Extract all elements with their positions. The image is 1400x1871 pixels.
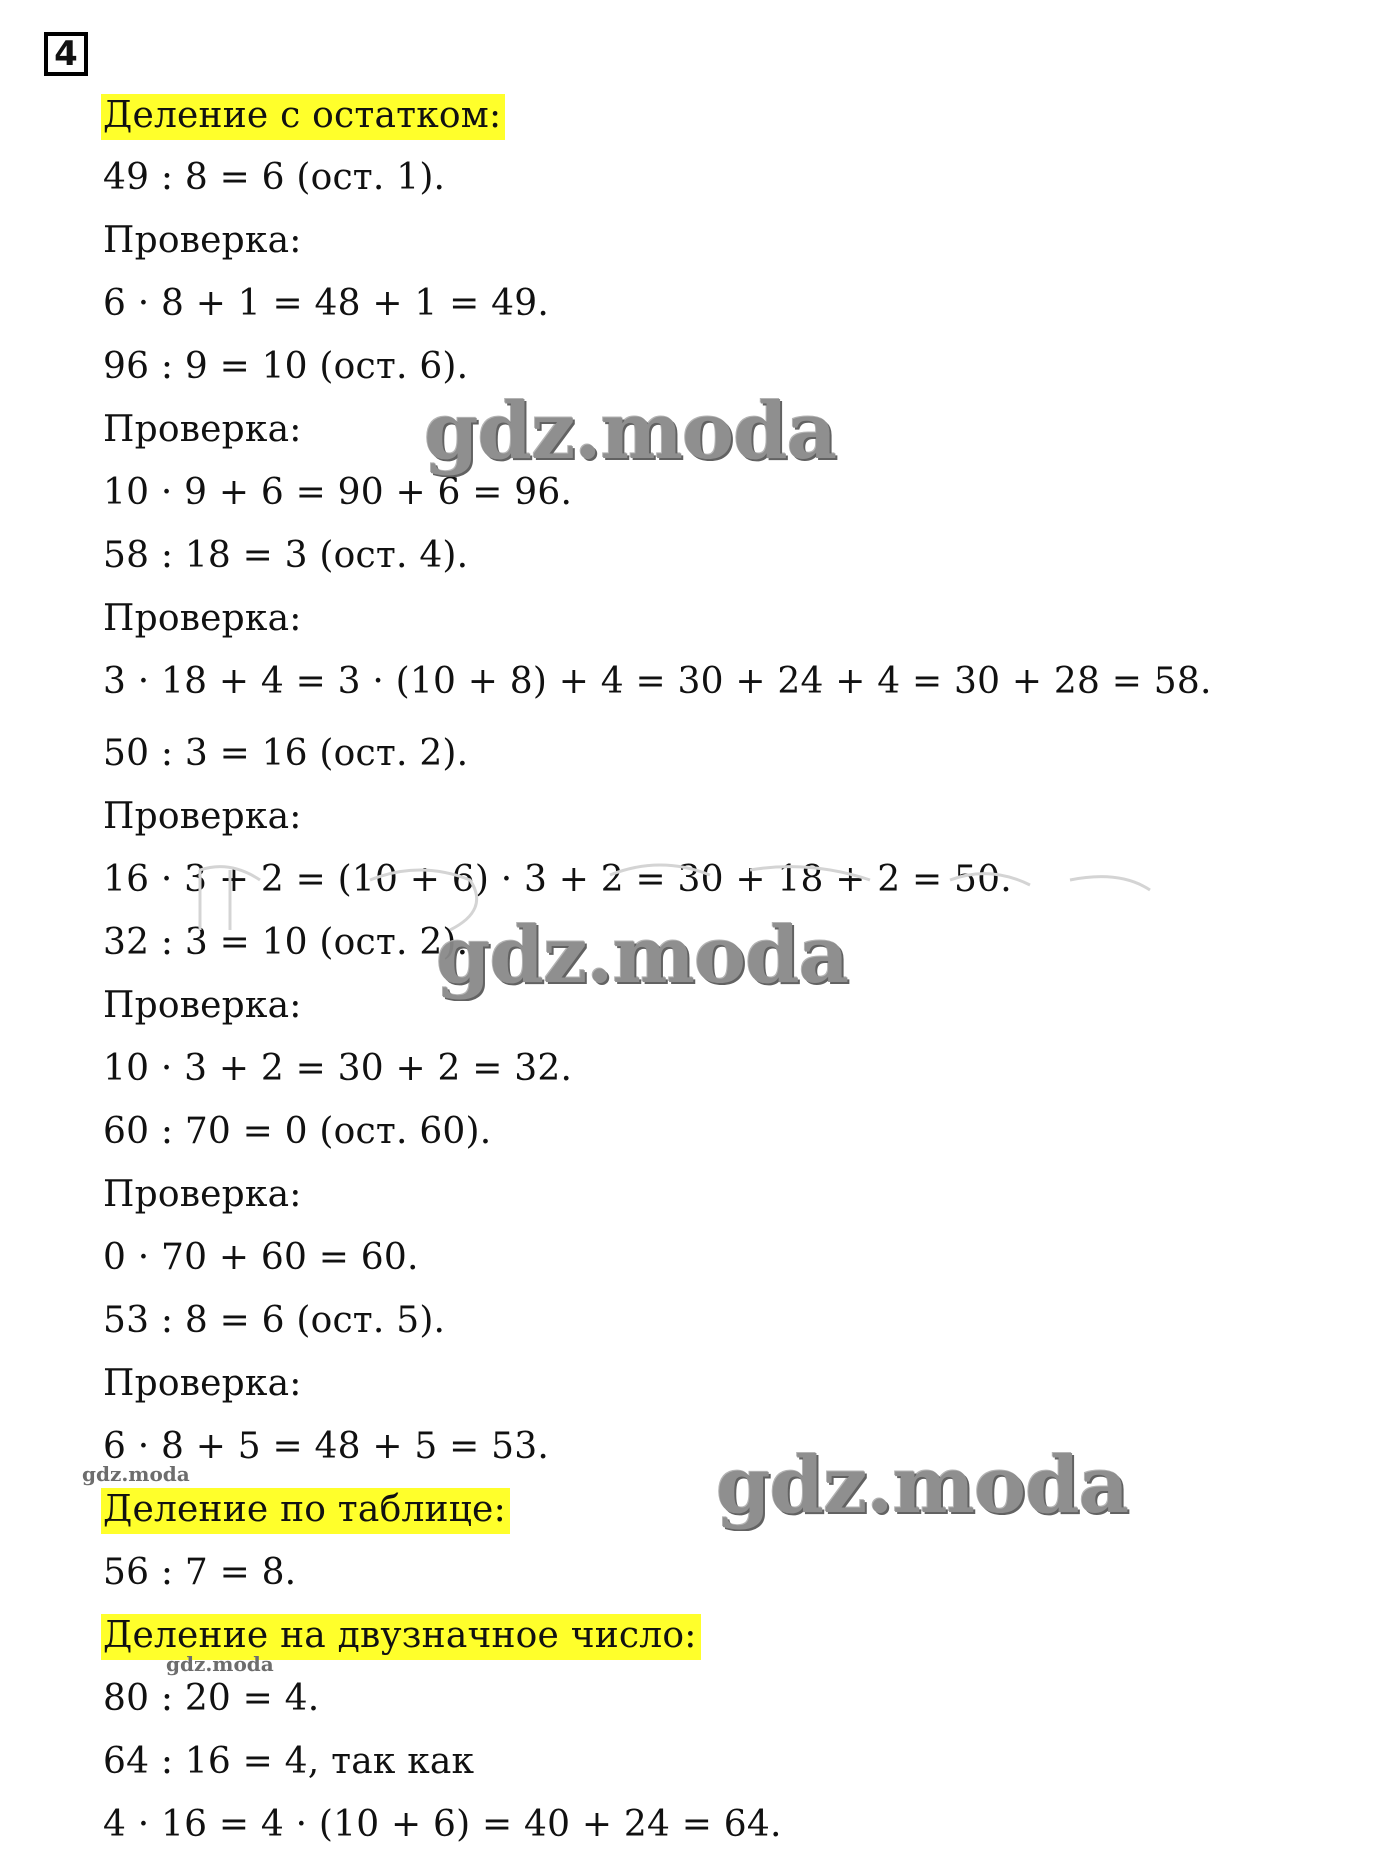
solution-line: 56 : 7 = 8. (103, 1552, 297, 1593)
check-label: Проверка: (103, 1174, 302, 1215)
check-label: Проверка: (103, 796, 302, 837)
watermark-small: gdz.moda (82, 1462, 190, 1486)
check-label: Проверка: (103, 598, 302, 639)
solution-line: 64 : 16 = 4, так как (103, 1741, 475, 1782)
solution-line: 3 · 18 + 4 = 3 · (10 + 8) + 4 = 30 + 24 + 4 = 30 + 28 = 58. (103, 661, 1212, 702)
section-heading-table: Деление по таблице: (101, 1488, 510, 1534)
watermark-logo: gdz.moda (716, 1440, 1129, 1531)
solution-line: 60 : 70 = 0 (ост. 60). (103, 1111, 492, 1152)
check-label: Проверка: (103, 1363, 302, 1404)
solution-line: 49 : 8 = 6 (ост. 1). (103, 157, 446, 198)
solution-line: 53 : 8 = 6 (ост. 5). (103, 1300, 446, 1341)
solution-line: 58 : 18 = 3 (ост. 4). (103, 535, 469, 576)
watermark-logo: gdz.moda (436, 910, 849, 1001)
solution-line: 10 · 3 + 2 = 30 + 2 = 32. (103, 1048, 573, 1089)
section-heading-two-digit: Деление на двузначное число: (101, 1614, 701, 1660)
solution-line: 80 : 20 = 4. (103, 1678, 320, 1719)
section-heading-remainder: Деление с остатком: (101, 94, 505, 140)
solution-line: 50 : 3 = 16 (ост. 2). (103, 733, 469, 774)
solution-line: 96 : 9 = 10 (ост. 6). (103, 346, 469, 387)
solution-line: 10 · 9 + 6 = 90 + 6 = 96. (103, 472, 573, 513)
watermark-small: gdz.moda (166, 1652, 274, 1676)
watermark-logo: gdz.moda (424, 386, 837, 477)
check-label: Проверка: (103, 985, 302, 1026)
check-label: Проверка: (103, 409, 302, 450)
check-label: Проверка: (103, 220, 302, 261)
solution-line: 0 · 70 + 60 = 60. (103, 1237, 419, 1278)
solution-line: 4 · 16 = 4 · (10 + 6) = 40 + 24 = 64. (103, 1804, 782, 1845)
solution-line: 6 · 8 + 1 = 48 + 1 = 49. (103, 283, 550, 324)
task-number-box: 4 (44, 32, 88, 76)
solution-line: 16 · 3 + 2 = (10 + 6) · 3 + 2 = 30 + 18 + 2 = 50. (103, 859, 1012, 900)
solution-line: 32 : 3 = 10 (ост. 2). (103, 922, 469, 963)
solution-line: 6 · 8 + 5 = 48 + 5 = 53. (103, 1426, 550, 1467)
